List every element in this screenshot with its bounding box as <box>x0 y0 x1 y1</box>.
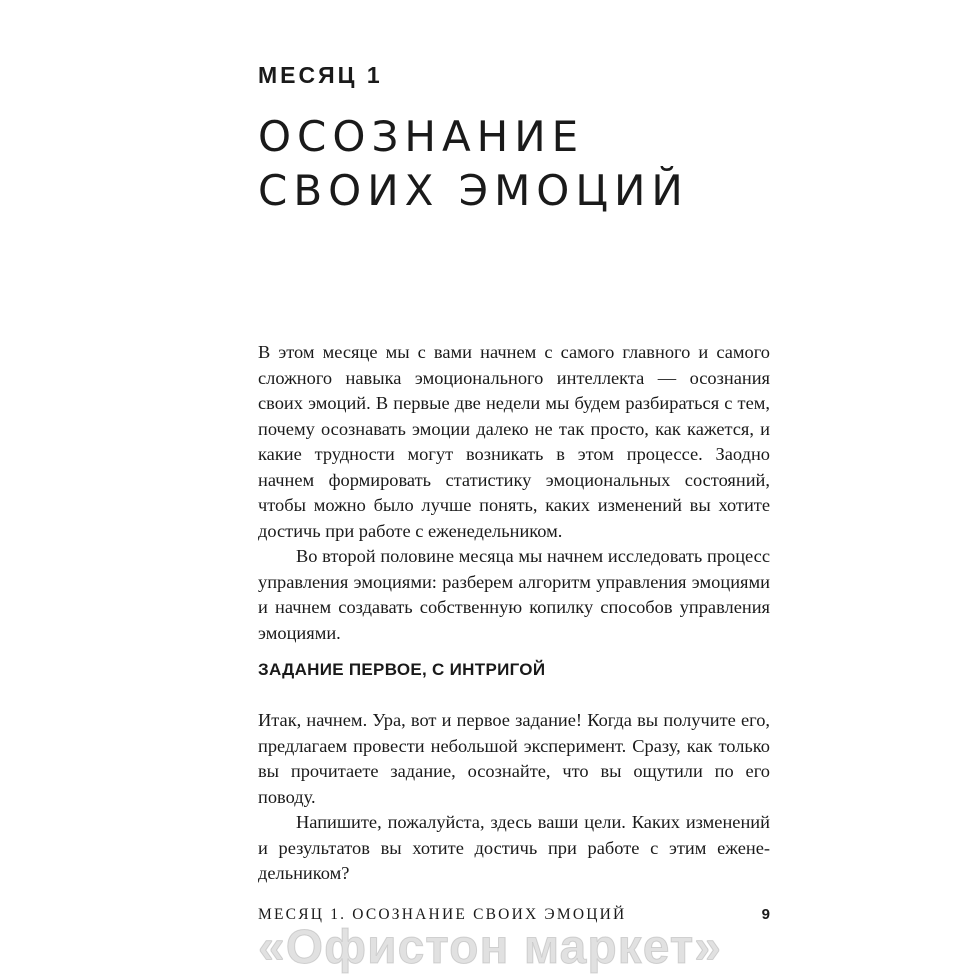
task-paragraph-1: Итак, начнем. Ура, вот и первое задание! Когда вы получите его, предлагаем провести небольшой эксперимент. Сразу, как только вы прочитаете задание, осознайте, что вы ощутили по его поводу. <box>258 710 770 807</box>
store-watermark: «Офистон маркет» <box>258 921 722 974</box>
running-head: МЕСЯЦ 1. ОСОЗНАНИЕ СВОИХ ЭМОЦИЙ <box>258 906 627 923</box>
task-paragraph-2: Напишите, пожалуйста, здесь ваши цели. Каких изменений и результатов вы хотите достичь при работе с этим еженедельником? <box>258 812 770 883</box>
intro-text <box>258 340 770 646</box>
chapter-title-line-1: ОСОЗНАНИЕ <box>258 112 585 161</box>
page-footer <box>258 906 770 924</box>
chapter-title <box>258 110 689 218</box>
chapter-title-line-2: СВОИХ ЭМОЦИЙ <box>258 166 689 215</box>
section-heading: ЗАДАНИЕ ПЕРВОЕ, С ИНТРИГОЙ <box>258 660 546 679</box>
intro-paragraph-2: Во второй половине месяца мы начнем исследовать процесс управления эмоциями: разберем алгоритм управления эмоциями и начнем создавать собственную копилку способов управления эмоциями. <box>258 546 770 643</box>
task-text <box>258 708 770 887</box>
page-number: 9 <box>761 906 770 923</box>
intro-paragraph-1: В этом месяце мы с вами начнем с самого главного и самого сложного навыка эмоционального интеллекта — осознания своих эмоций. В первые две недели мы будем разбираться с тем, почему осознавать эмоции далеко не так просто, как кажется, и какие трудности могут возникать в этом процессе. Заодно начнем формировать статистику эмоциональных состояний, чтобы можно было лучше понять, каких изменений вы хотите достичь при работе с еженедельником. <box>258 342 770 541</box>
month-label: МЕСЯЦ 1 <box>258 62 383 88</box>
book-page <box>258 0 770 980</box>
